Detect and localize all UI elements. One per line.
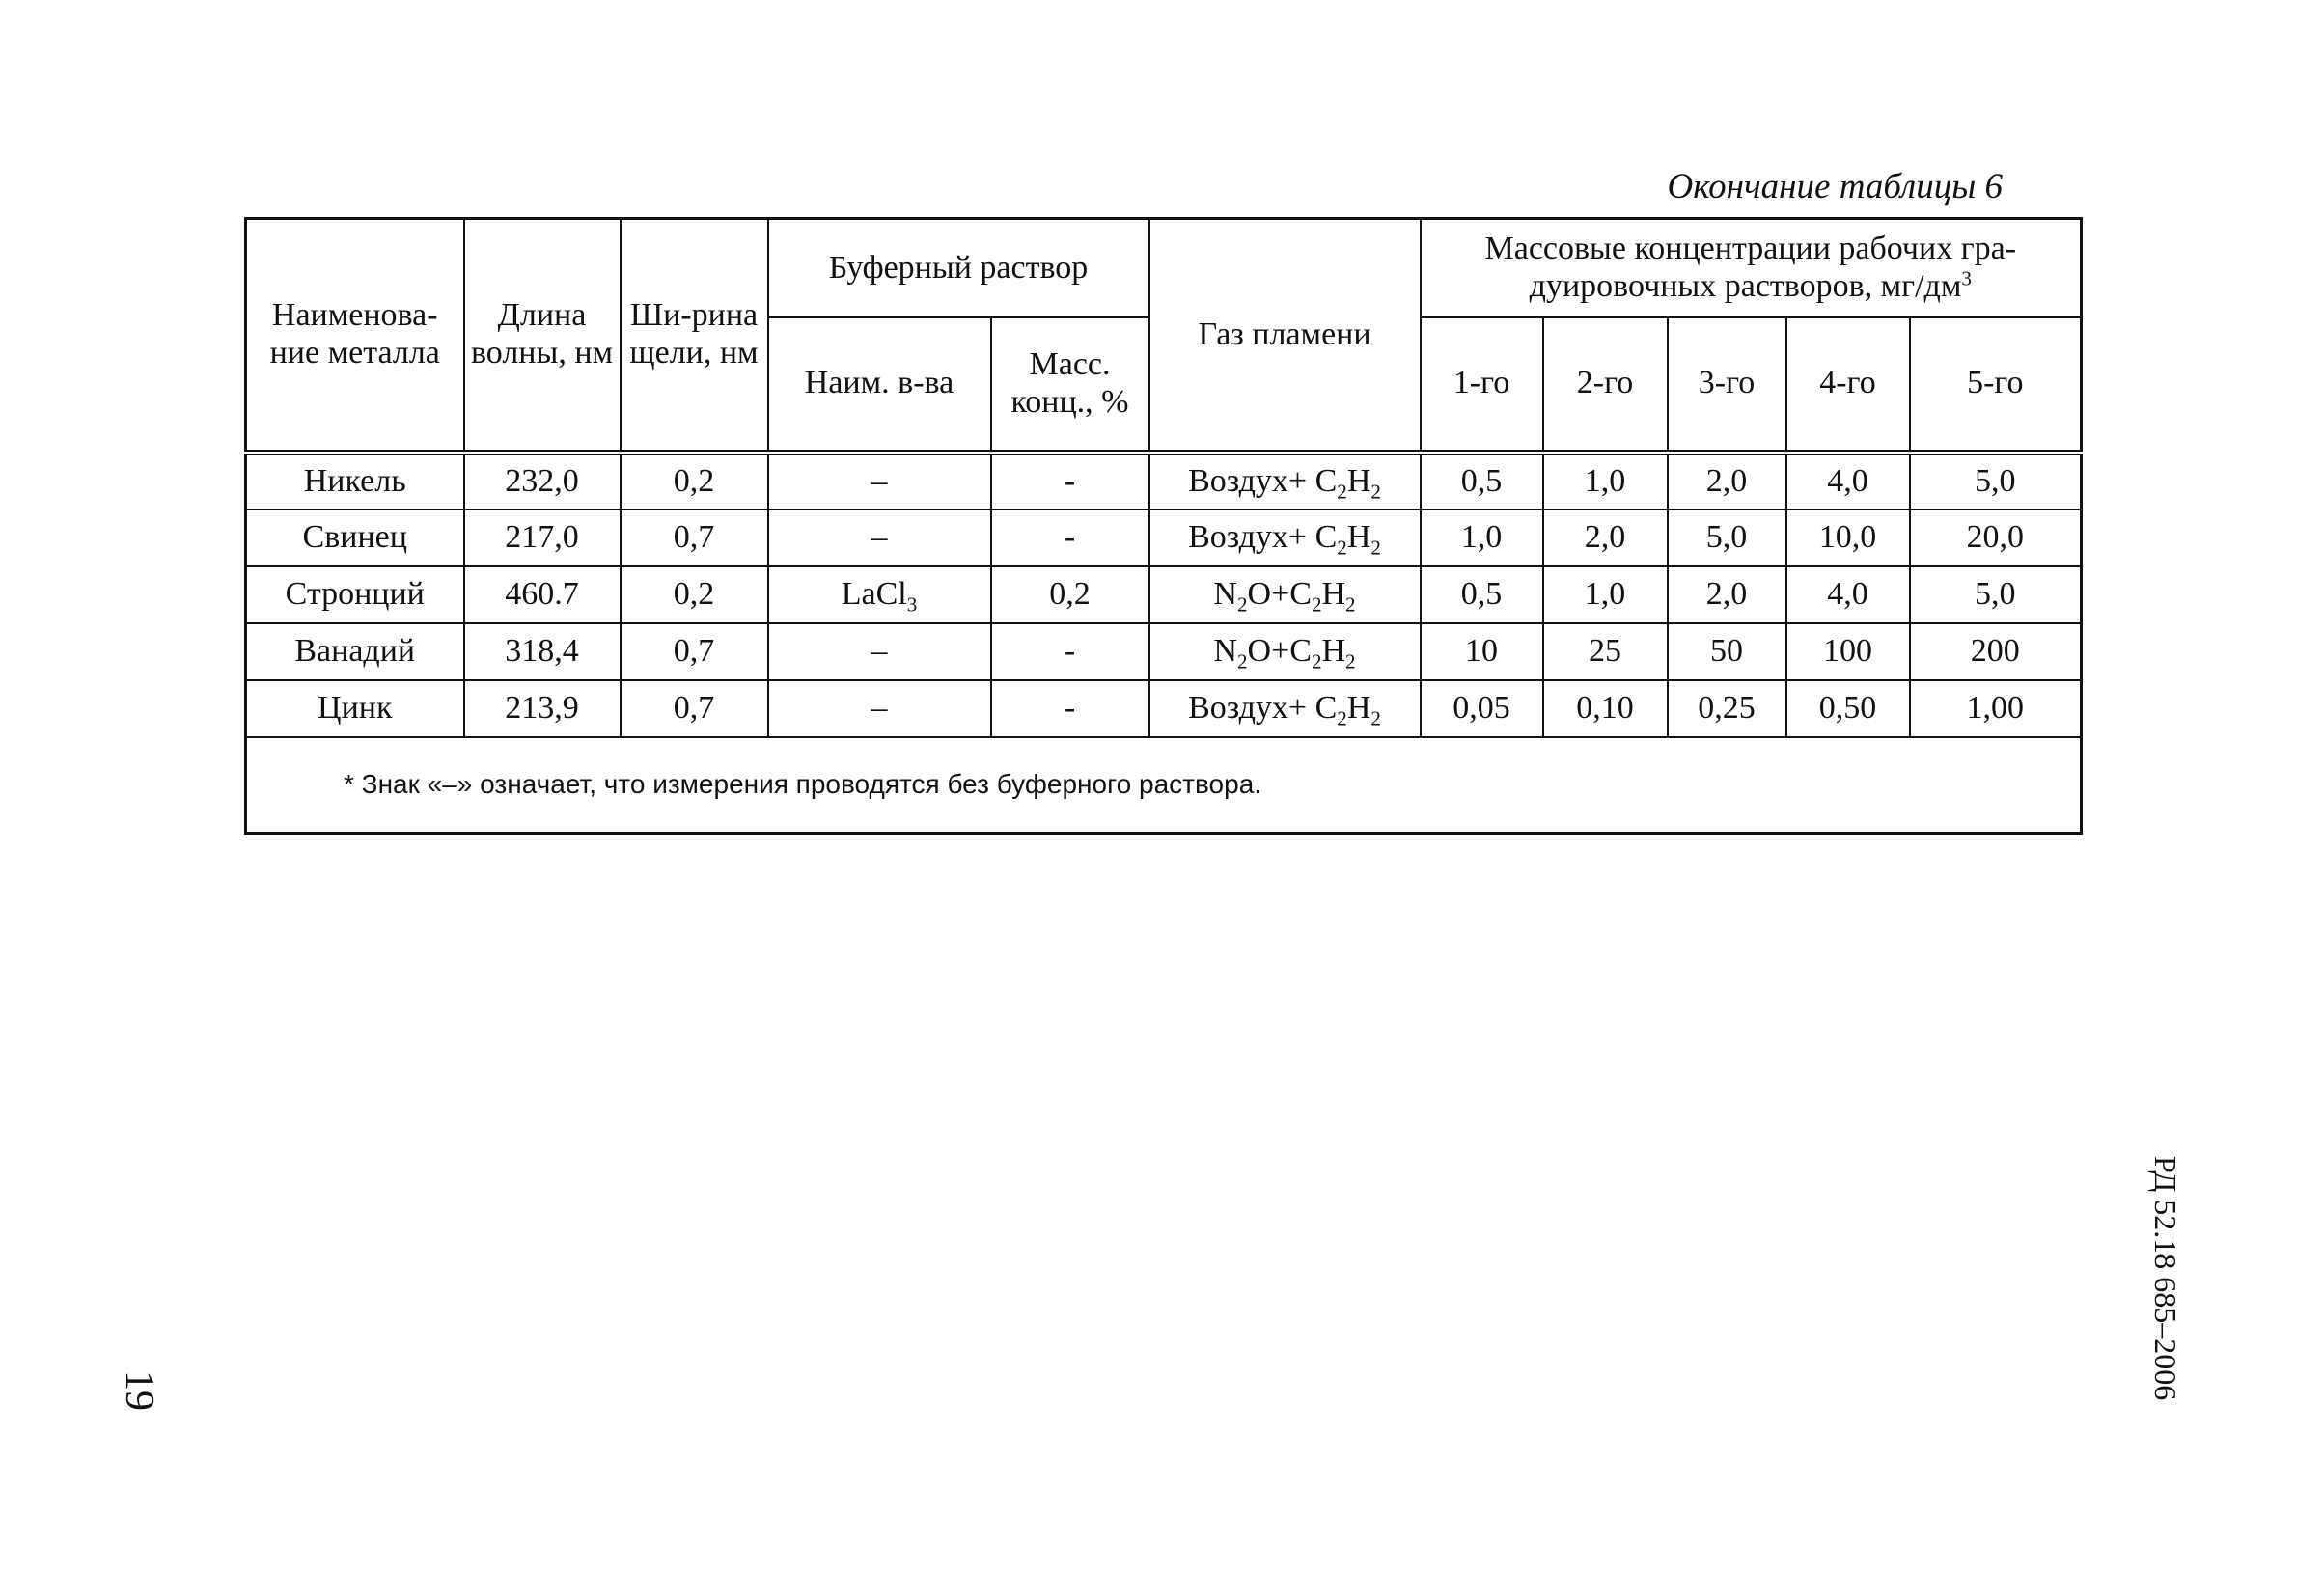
cell-wavelength: 217,0 — [464, 509, 621, 566]
cell-conc-4: 10,0 — [1786, 509, 1910, 566]
header-buffer: Буферный раствор — [768, 219, 1149, 317]
gas-part: Воздух+ C — [1188, 462, 1338, 499]
cell-gas — [1149, 566, 1421, 623]
cell-conc-1: 0,5 — [1421, 453, 1543, 509]
cell-conc-3: 2,0 — [1668, 453, 1786, 509]
cell-metal: Цинк — [246, 680, 464, 737]
cell-buffer-name — [768, 566, 991, 623]
cell-conc-1: 0,5 — [1421, 566, 1543, 623]
header-slit: Ши-рина щели, нм — [621, 219, 768, 453]
header-buffer-name: Наим. в-ва — [768, 317, 991, 453]
cell-buffer-conc: - — [991, 680, 1149, 737]
gas-part: O+C — [1247, 575, 1312, 612]
gas-sub: 2 — [1337, 706, 1347, 730]
cell-conc-4: 4,0 — [1786, 453, 1910, 509]
gas-sub: 2 — [1236, 649, 1248, 674]
cell-slit: 0,2 — [621, 453, 768, 509]
cell-wavelength: 318,4 — [464, 623, 621, 680]
gas-sub: 2 — [1337, 480, 1347, 504]
cell-slit: 0,2 — [621, 566, 768, 623]
buffer-name-text: LaCl — [841, 575, 907, 612]
cell-buffer-name: – — [768, 509, 991, 566]
cell-conc-4: 100 — [1786, 623, 1910, 680]
gas-sub: 2 — [1345, 592, 1356, 617]
cell-slit: 0,7 — [621, 509, 768, 566]
gas-part: O+C — [1247, 632, 1312, 669]
header-conc-2: 2-го — [1543, 317, 1668, 453]
gas-sub: 2 — [1236, 592, 1248, 617]
gas-sub: 2 — [1311, 592, 1322, 617]
header-buffer-conc: Масс. конц., % — [991, 317, 1149, 453]
cell-conc-2: 25 — [1543, 623, 1668, 680]
cell-wavelength: 213,9 — [464, 680, 621, 737]
buffer-name-sub: 3 — [906, 592, 918, 617]
table-row — [246, 453, 2082, 509]
cell-wavelength: 232,0 — [464, 453, 621, 509]
header-conc-5: 5-го — [1910, 317, 2082, 453]
cell-buffer-conc: - — [991, 453, 1149, 509]
gas-sub: 2 — [1345, 649, 1356, 674]
cell-buffer-name: – — [768, 453, 991, 509]
gas-part: Воздух+ C — [1188, 518, 1338, 555]
cell-conc-4: 0,50 — [1786, 680, 1910, 737]
header-conc-4: 4-го — [1786, 317, 1910, 453]
cell-buffer-conc: - — [991, 623, 1149, 680]
cell-metal: Свинец — [246, 509, 464, 566]
header-conc-1: 1-го — [1421, 317, 1543, 453]
table-footnote: * Знак «–» означает, что измерения проводятся без буферного раствора. — [246, 737, 2082, 834]
cell-gas — [1149, 680, 1421, 737]
gas-sub: 2 — [1370, 480, 1381, 504]
gas-sub: 2 — [1370, 536, 1381, 560]
cell-conc-3: 2,0 — [1668, 566, 1786, 623]
cell-gas — [1149, 623, 1421, 680]
gas-sub: 2 — [1311, 649, 1322, 674]
header-gas: Газ пламени — [1149, 219, 1421, 453]
header-wavelength: Длина волны, нм — [464, 219, 621, 453]
cell-conc-3: 5,0 — [1668, 509, 1786, 566]
cell-conc-1: 0,05 — [1421, 680, 1543, 737]
cell-conc-1: 1,0 — [1421, 509, 1543, 566]
cell-buffer-conc: 0,2 — [991, 566, 1149, 623]
table-row — [246, 680, 2082, 737]
cell-conc-2: 1,0 — [1543, 566, 1668, 623]
cell-conc-5: 1,00 — [1910, 680, 2082, 737]
cell-conc-5: 200 — [1910, 623, 2082, 680]
cell-conc-2: 0,10 — [1543, 680, 1668, 737]
table-row — [246, 623, 2082, 680]
cell-conc-1: 10 — [1421, 623, 1543, 680]
document-code: РД 52.18 685–2006 — [2148, 1156, 2183, 1401]
cell-slit: 0,7 — [621, 623, 768, 680]
header-conc-group — [1421, 219, 2082, 317]
table-row — [246, 509, 2082, 566]
cell-buffer-name: – — [768, 680, 991, 737]
gas-part: Воздух+ C — [1188, 689, 1338, 726]
cell-conc-5: 20,0 — [1910, 509, 2082, 566]
cell-metal: Стронций — [246, 566, 464, 623]
header-conc-3: 3-го — [1668, 317, 1786, 453]
cell-conc-5: 5,0 — [1910, 566, 2082, 623]
cell-buffer-name: – — [768, 623, 991, 680]
gas-part: H — [1346, 518, 1371, 555]
gas-part: H — [1321, 632, 1346, 669]
gas-part: H — [1346, 689, 1371, 726]
cell-metal: Никель — [246, 453, 464, 509]
cell-conc-5: 5,0 — [1910, 453, 2082, 509]
data-table — [244, 217, 2083, 835]
cell-conc-2: 1,0 — [1543, 453, 1668, 509]
cell-wavelength: 460.7 — [464, 566, 621, 623]
gas-part: N — [1213, 575, 1237, 612]
gas-part: N — [1213, 632, 1237, 669]
page-number: 19 — [117, 1370, 161, 1411]
header-conc-group-text: Массовые концентрации рабочих гра-дуировочных растворов, мг/дм — [1484, 231, 2017, 304]
cell-conc-2: 2,0 — [1543, 509, 1668, 566]
table-row — [246, 566, 2082, 623]
cell-conc-3: 0,25 — [1668, 680, 1786, 737]
cell-conc-3: 50 — [1668, 623, 1786, 680]
header-conc-group-sup: 3 — [1961, 266, 1972, 290]
gas-sub: 2 — [1337, 536, 1347, 560]
cell-conc-4: 4,0 — [1786, 566, 1910, 623]
cell-slit: 0,7 — [621, 680, 768, 737]
header-metal: Наименова-ние металла — [246, 219, 464, 453]
gas-part: H — [1346, 462, 1371, 499]
cell-gas — [1149, 509, 1421, 566]
table-caption: Окончание таблицы 6 — [1667, 167, 2003, 206]
cell-buffer-conc: - — [991, 509, 1149, 566]
gas-sub: 2 — [1370, 706, 1381, 730]
gas-part: H — [1321, 575, 1346, 612]
cell-gas — [1149, 453, 1421, 509]
cell-metal: Ванадий — [246, 623, 464, 680]
